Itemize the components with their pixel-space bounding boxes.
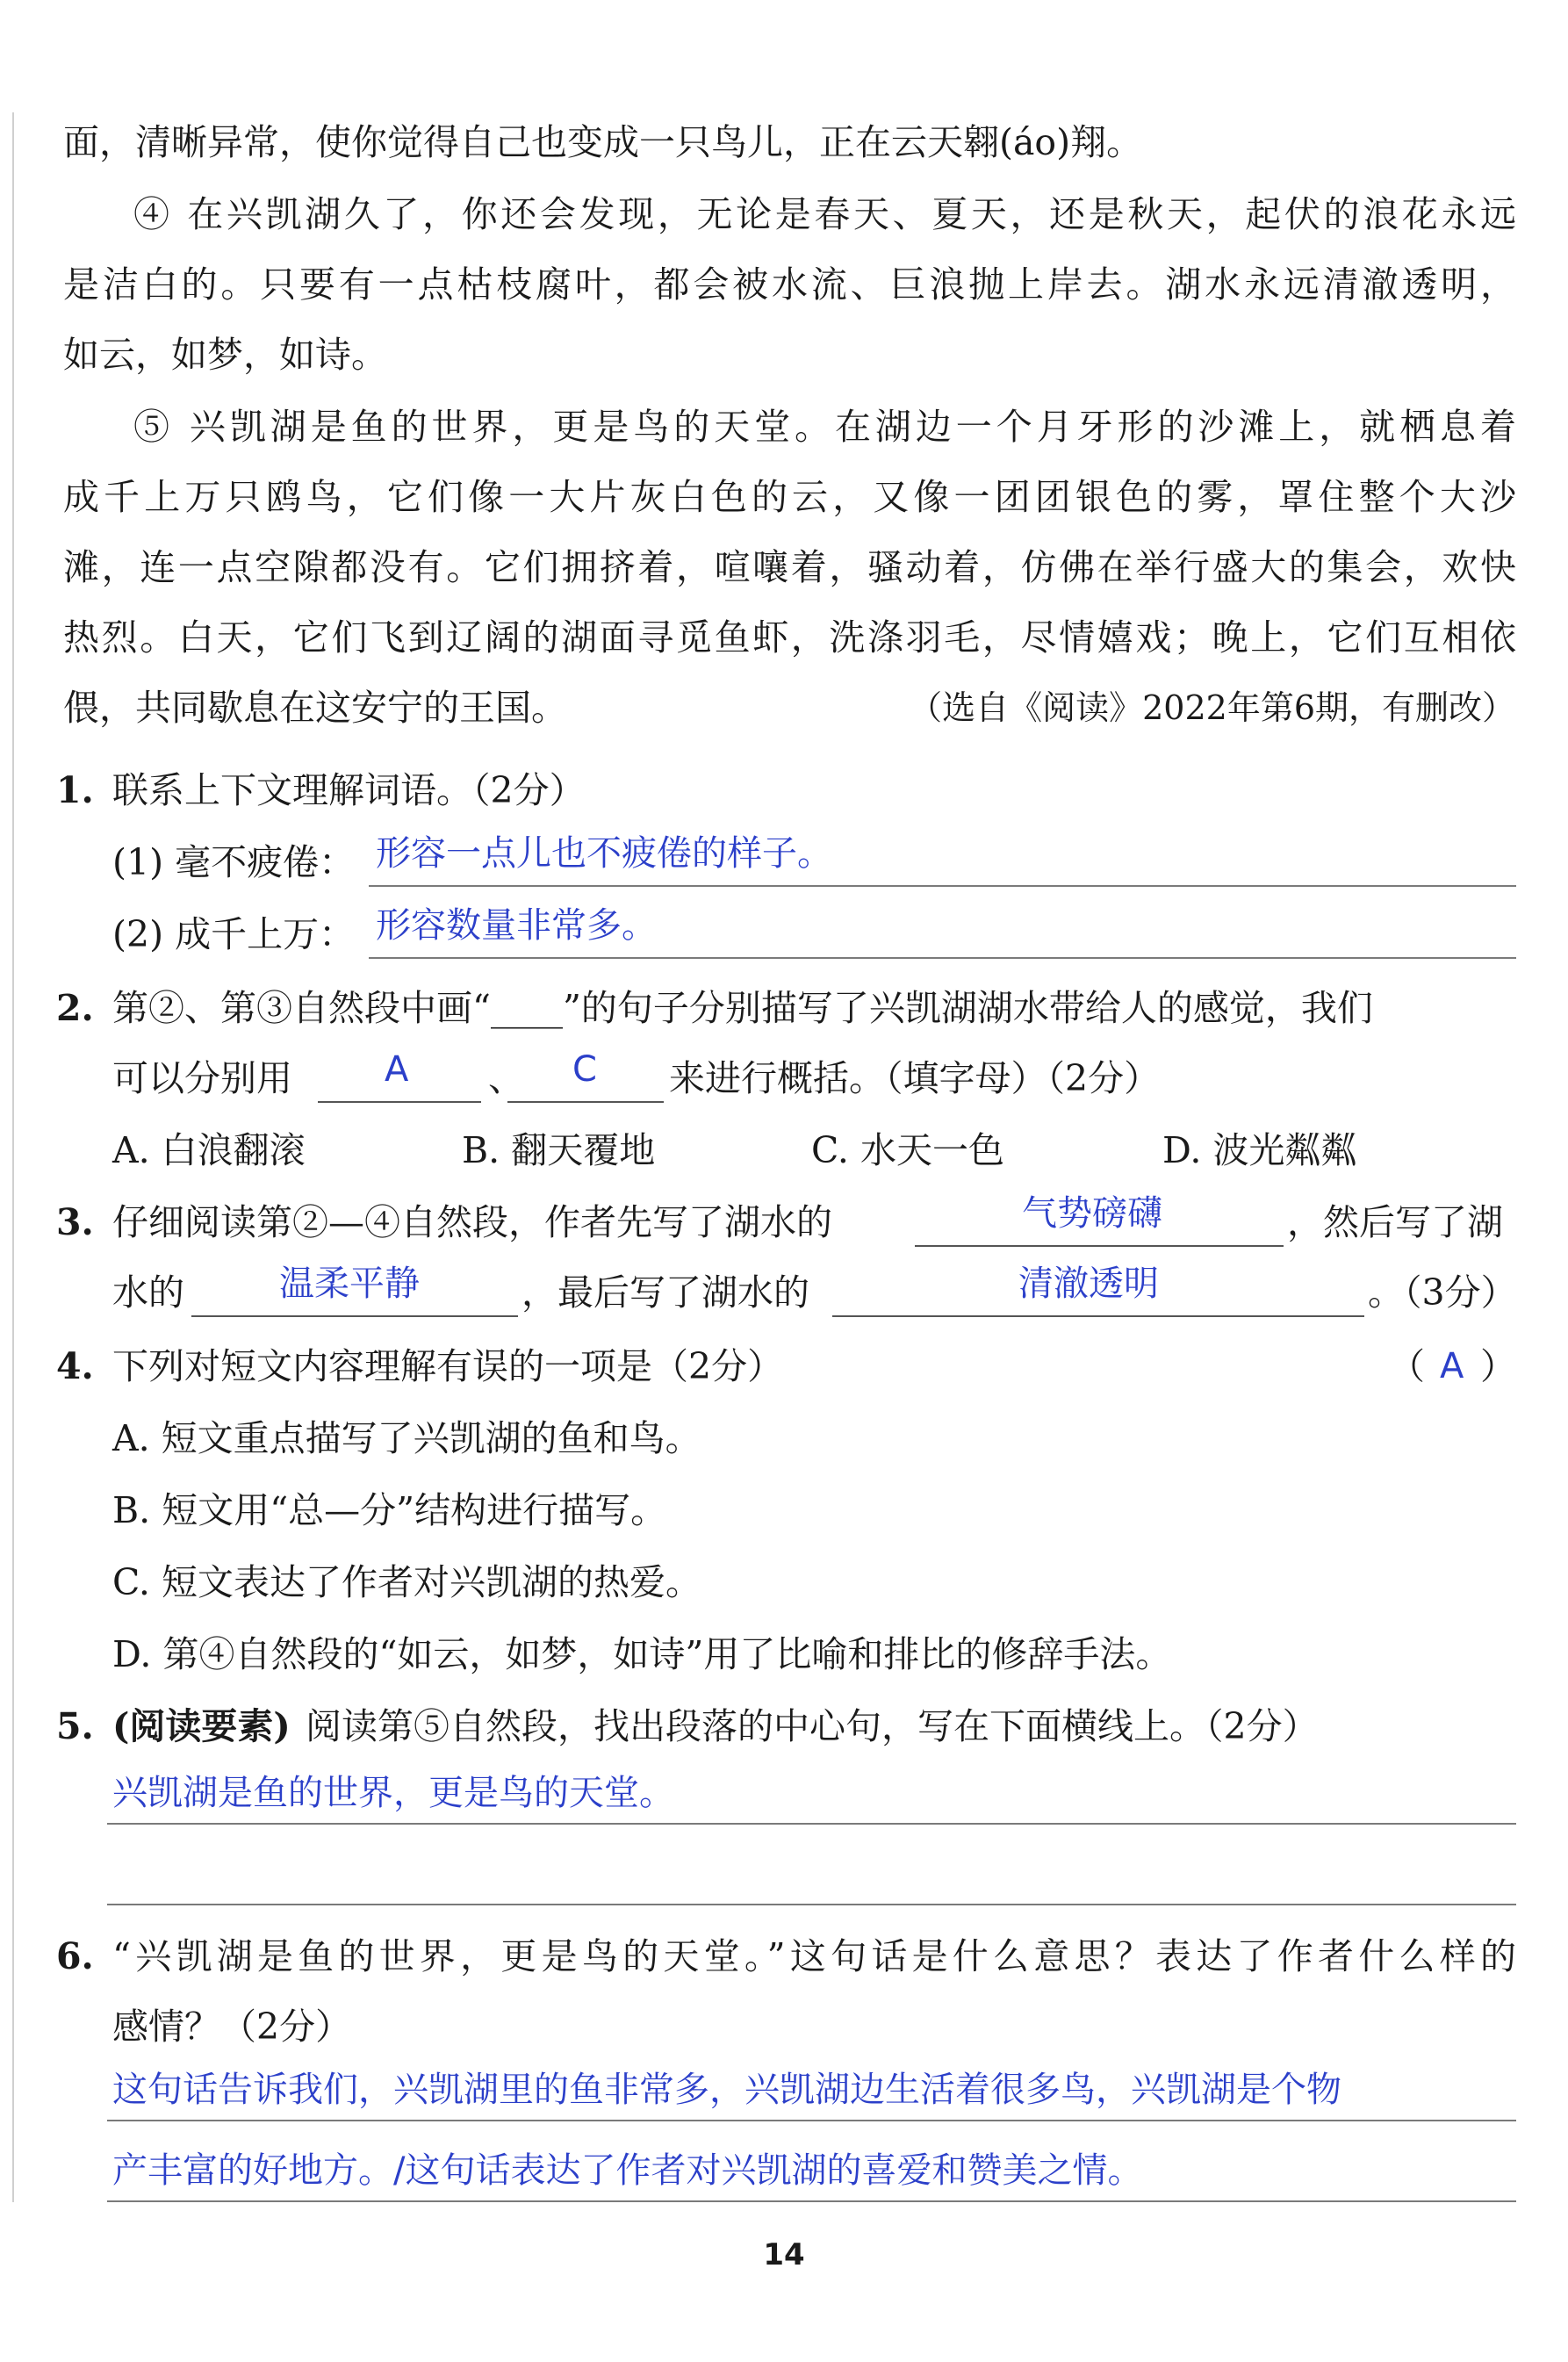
q2-line1: 第②、第③自然段中画“____”的句子分别描写了兴凯湖湖水带给人的感觉，我们 (112, 987, 1373, 1029)
q1-sub1-answer: 形容一点儿也不疲倦的样子。 (376, 833, 832, 874)
q6-line2: 感情？（2分） (112, 2006, 352, 2048)
q3-number: 3. (56, 1201, 94, 1243)
passage-p5-line1: ⑤ 兴凯湖是鱼的世界，更是鸟的天堂。在湖边一个月牙形的沙滩上，就栖息着 (133, 406, 1516, 448)
q3-line1-b: ，然后写了湖 (1287, 1201, 1503, 1243)
q4-option-b: B. 短文用“总—分”结构进行描写。 (112, 1489, 667, 1531)
q2-line2-a: 可以分别用 (112, 1057, 292, 1099)
q1-sub2-label: (2) 成千上万： (112, 913, 356, 955)
q3-line2-c: 。（3分） (1368, 1271, 1517, 1314)
q6-answer-line1: 这句话告诉我们，兴凯湖里的鱼非常多，兴凯湖边生活着很多鸟，兴凯湖是个物 (112, 2070, 1341, 2110)
q3-line1-a: 仔细阅读第②—④自然段，作者先写了湖水的 (112, 1201, 832, 1243)
q4-option-c: C. 短文表达了作者对兴凯湖的热爱。 (112, 1561, 701, 1603)
q1-sub1-label: (1) 毫不疲倦： (112, 841, 356, 883)
passage-source: （选自《阅读》2022年第6期，有删改） (909, 688, 1515, 727)
q1-sub2-answer-line (369, 957, 1516, 959)
q4-paren-right: ） (1480, 1345, 1516, 1387)
q3-blank-2 (191, 1315, 518, 1317)
q3-line2-b: ，最后写了湖水的 (521, 1271, 809, 1314)
q5-answer-line-2 (107, 1904, 1516, 1905)
q4-number: 4. (56, 1345, 94, 1387)
q6-answer-rule-1 (107, 2120, 1516, 2121)
passage-p5-line2: 成千上万只鸥鸟，它们像一大片灰白色的云，又像一团团银色的雾，罩住整个大沙 (63, 476, 1516, 518)
q5-tag: (阅读要素) (112, 1705, 291, 1747)
q3-answer-1: 气势磅礴 (1022, 1193, 1162, 1234)
q2-option-d: D. 波光粼粼 (1162, 1129, 1357, 1171)
passage-p4-line3: 如云，如梦，如诗。 (63, 334, 387, 376)
q2-separator: 、 (488, 1057, 524, 1099)
passage-p4-line1: ④ 在兴凯湖久了，你还会发现，无论是春天、夏天，还是秋天，起伏的浪花永远 (133, 193, 1516, 235)
passage-p4-line2: 是洁白的。只要有一点枯枝腐叶，都会被水流、巨浪抛上岸去。湖水永远清澈透明， (63, 263, 1516, 306)
q1-number: 1. (56, 769, 94, 811)
q5-number: 5. (56, 1705, 94, 1747)
left-margin-rule (12, 112, 14, 2202)
q4-stem: 下列对短文内容理解有误的一项是（2分） (112, 1345, 784, 1387)
q4-paren-left: （ (1389, 1345, 1425, 1387)
q2-blank-2 (507, 1101, 664, 1103)
q3-blank-3 (832, 1315, 1364, 1317)
q5-stem: 阅读第⑤自然段，找出段落的中心句，写在下面横线上。（2分） (306, 1705, 1319, 1747)
q2-number: 2. (56, 987, 94, 1029)
q6-answer-rule-2 (107, 2200, 1516, 2202)
q3-line2-a: 水的 (112, 1271, 184, 1314)
q2-answer-1: A (385, 1049, 409, 1090)
page-number: 14 (763, 2237, 805, 2272)
q3-answer-2: 温柔平静 (279, 1264, 420, 1304)
passage-p5-line4: 热烈。白天，它们飞到辽阔的湖面寻觅鱼虾，洗涤羽毛，尽情嬉戏；晚上，它们互相依 (63, 616, 1516, 659)
q2-option-b: B. 翻天覆地 (462, 1129, 656, 1171)
q6-line1: “兴凯湖是鱼的世界，更是鸟的天堂。”这句话是什么意思？表达了作者什么样的 (112, 1935, 1516, 1977)
q3-blank-1 (915, 1245, 1284, 1247)
q6-answer-line2: 产丰富的好地方。/这句话表达了作者对兴凯湖的喜爱和赞美之情。 (112, 2150, 1143, 2191)
passage-p3-tail: 面，清晰异常，使你觉得自己也变成一只鸟儿，正在云天翱(áo)翔。 (63, 121, 1143, 163)
q2-blank-1 (318, 1101, 481, 1103)
passage-p5-line5: 偎，共同歇息在这安宁的王国。 (63, 687, 567, 729)
q4-option-d: D. 第④自然段的“如云，如梦，如诗”用了比喻和排比的修辞手法。 (112, 1633, 1172, 1675)
q5-answer-line-1 (107, 1823, 1516, 1825)
passage-p5-line3: 滩，连一点空隙都没有。它们拥挤着，喧嚷着，骚动着，仿佛在举行盛大的集会，欢快 (63, 546, 1516, 588)
q1-stem: 联系上下文理解词语。（2分） (112, 769, 586, 811)
q1-sub1-answer-line (369, 885, 1516, 887)
q4-answer: A (1440, 1346, 1464, 1386)
q2-option-c: C. 水天一色 (811, 1129, 1004, 1171)
q6-number: 6. (56, 1935, 94, 1977)
q2-option-a: A. 白浪翻滚 (112, 1129, 306, 1171)
q3-answer-3: 清澈透明 (1018, 1264, 1159, 1304)
q2-answer-2: C (572, 1049, 597, 1090)
q2-line2-b: 来进行概括。（填字母）（2分） (669, 1057, 1161, 1099)
q5-answer: 兴凯湖是鱼的世界，更是鸟的天堂。 (112, 1773, 674, 1813)
q4-option-a: A. 短文重点描写了兴凯湖的鱼和鸟。 (112, 1417, 701, 1459)
q1-sub2-answer: 形容数量非常多。 (376, 905, 657, 946)
